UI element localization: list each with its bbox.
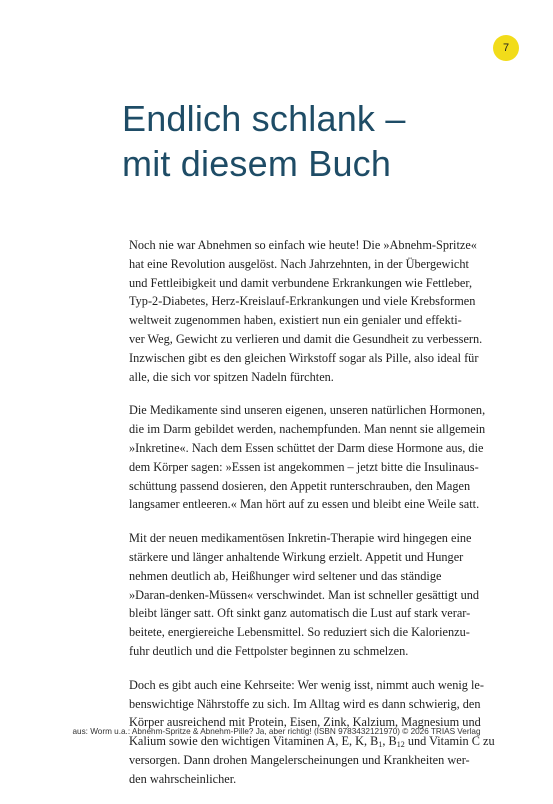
text-line: und Fettleibigkeit und damit verbundene Erkrankungen wie Fettleber,	[129, 275, 473, 290]
vitamin-line-middle: , B	[382, 734, 397, 749]
text-line: Inzwischen gibt es den gleichen Wirkstoff sogar als Pille, also ideal für	[129, 350, 479, 365]
source-footer: aus: Worm u.a.: Abnehm-Spritze & Abnehm-Pille? Ja, aber richtig! (ISBN 9783432121970) © 2026 TRIAS Verlag	[72, 727, 481, 736]
text-line: hat eine Revolution ausgelöst. Nach Jahrzehnten, in der Übergewicht	[129, 256, 469, 271]
text-line: alle, die sich vor spitzen Nadeln fürchten.	[129, 369, 334, 384]
vitamin-line-after: und Vitamin C zu	[404, 734, 495, 749]
chapter-title-line-2: mit diesem Buch	[122, 143, 392, 184]
text-line: beitete, energiereiche Lebensmittel. So reduziert sich die Kalorienzu-	[129, 625, 470, 640]
text-line: langsamer entleeren.« Man hört auf zu essen und bleibt eine Weile satt.	[129, 497, 480, 512]
text-line: Typ-2-Diabetes, Herz-Kreislauf-Erkrankungen und viele Krebsformen	[129, 294, 476, 309]
text-line: benswichtige Nährstoffe zu sich. Im Alltag wird es dann schwierig, den	[129, 696, 481, 711]
text-line: schüttung passend dosieren, den Appetit runterschrauben, den Magen	[129, 478, 471, 493]
body-text	[129, 236, 505, 804]
text-line: Doch es gibt auch eine Kehrseite: Wer wenig isst, nimmt auch wenig le-	[129, 677, 484, 692]
text-line: Die Medikamente sind unseren eigenen, unseren natürlichen Hormonen,	[129, 403, 486, 418]
text-line: Noch nie war Abnehmen so einfach wie heute! Die »Abnehm-Spritze«	[129, 238, 477, 252]
text-line: stärkere und länger anhaltende Wirkung erzielt. Appetit und Hunger	[129, 549, 464, 564]
text-line: nehmen deutlich ab, Heißhunger wird seltener und das ständige	[129, 568, 442, 583]
chapter-title	[122, 96, 502, 186]
text-line: versorgen. Dann drohen Mangelerscheinungen und Krankheiten wer-	[129, 752, 470, 767]
text-line: den wahrscheinlicher.	[129, 771, 237, 786]
paragraph-1	[129, 236, 505, 386]
page-number: 7	[502, 42, 510, 54]
text-line: Mit der neuen medikamentösen Inkretin-Therapie wird hingegen eine	[129, 531, 472, 546]
page-number-badge	[493, 35, 519, 61]
subscript-1: 1	[378, 740, 383, 750]
text-line: weltweit zugenommen haben, existiert nun ein genialer und effekti-	[129, 313, 462, 328]
text-line: Körper ausreichend mit Protein, Eisen, Zink, Kalzium, Magnesium und	[129, 715, 481, 730]
vitamin-line-before: Kalium sowie den wichtigen Vitaminen A, E, K, B	[129, 734, 379, 749]
text-line: »Inkretine«. Nach dem Essen schüttet der Darm diese Hormone aus, die	[129, 440, 484, 455]
chapter-title-line-1: Endlich schlank –	[122, 98, 406, 139]
text-line: ver Weg, Gewicht zu verlieren und damit die Gesundheit zu verbessern.	[129, 331, 483, 346]
text-line: bleibt länger satt. Oft sinkt ganz automatisch die Lust auf stark verar-	[129, 606, 471, 621]
paragraph-2	[129, 401, 505, 514]
subscript-12: 12	[396, 740, 405, 750]
text-line: dem Körper sagen: »Essen ist angekommen – jetzt bitte die Insulinaus-	[129, 459, 479, 474]
paragraph-3	[129, 529, 505, 661]
text-line: die im Darm gebildet werden, nachempfunden. Man nennt sie allgemein	[129, 422, 486, 437]
text-line: fuhr deutlich und die Fettpolster beginnen zu schmelzen.	[129, 643, 409, 658]
text-line: »Daran-denken-Müssen« verschwindet. Man ist schneller gesättigt und	[129, 587, 480, 602]
